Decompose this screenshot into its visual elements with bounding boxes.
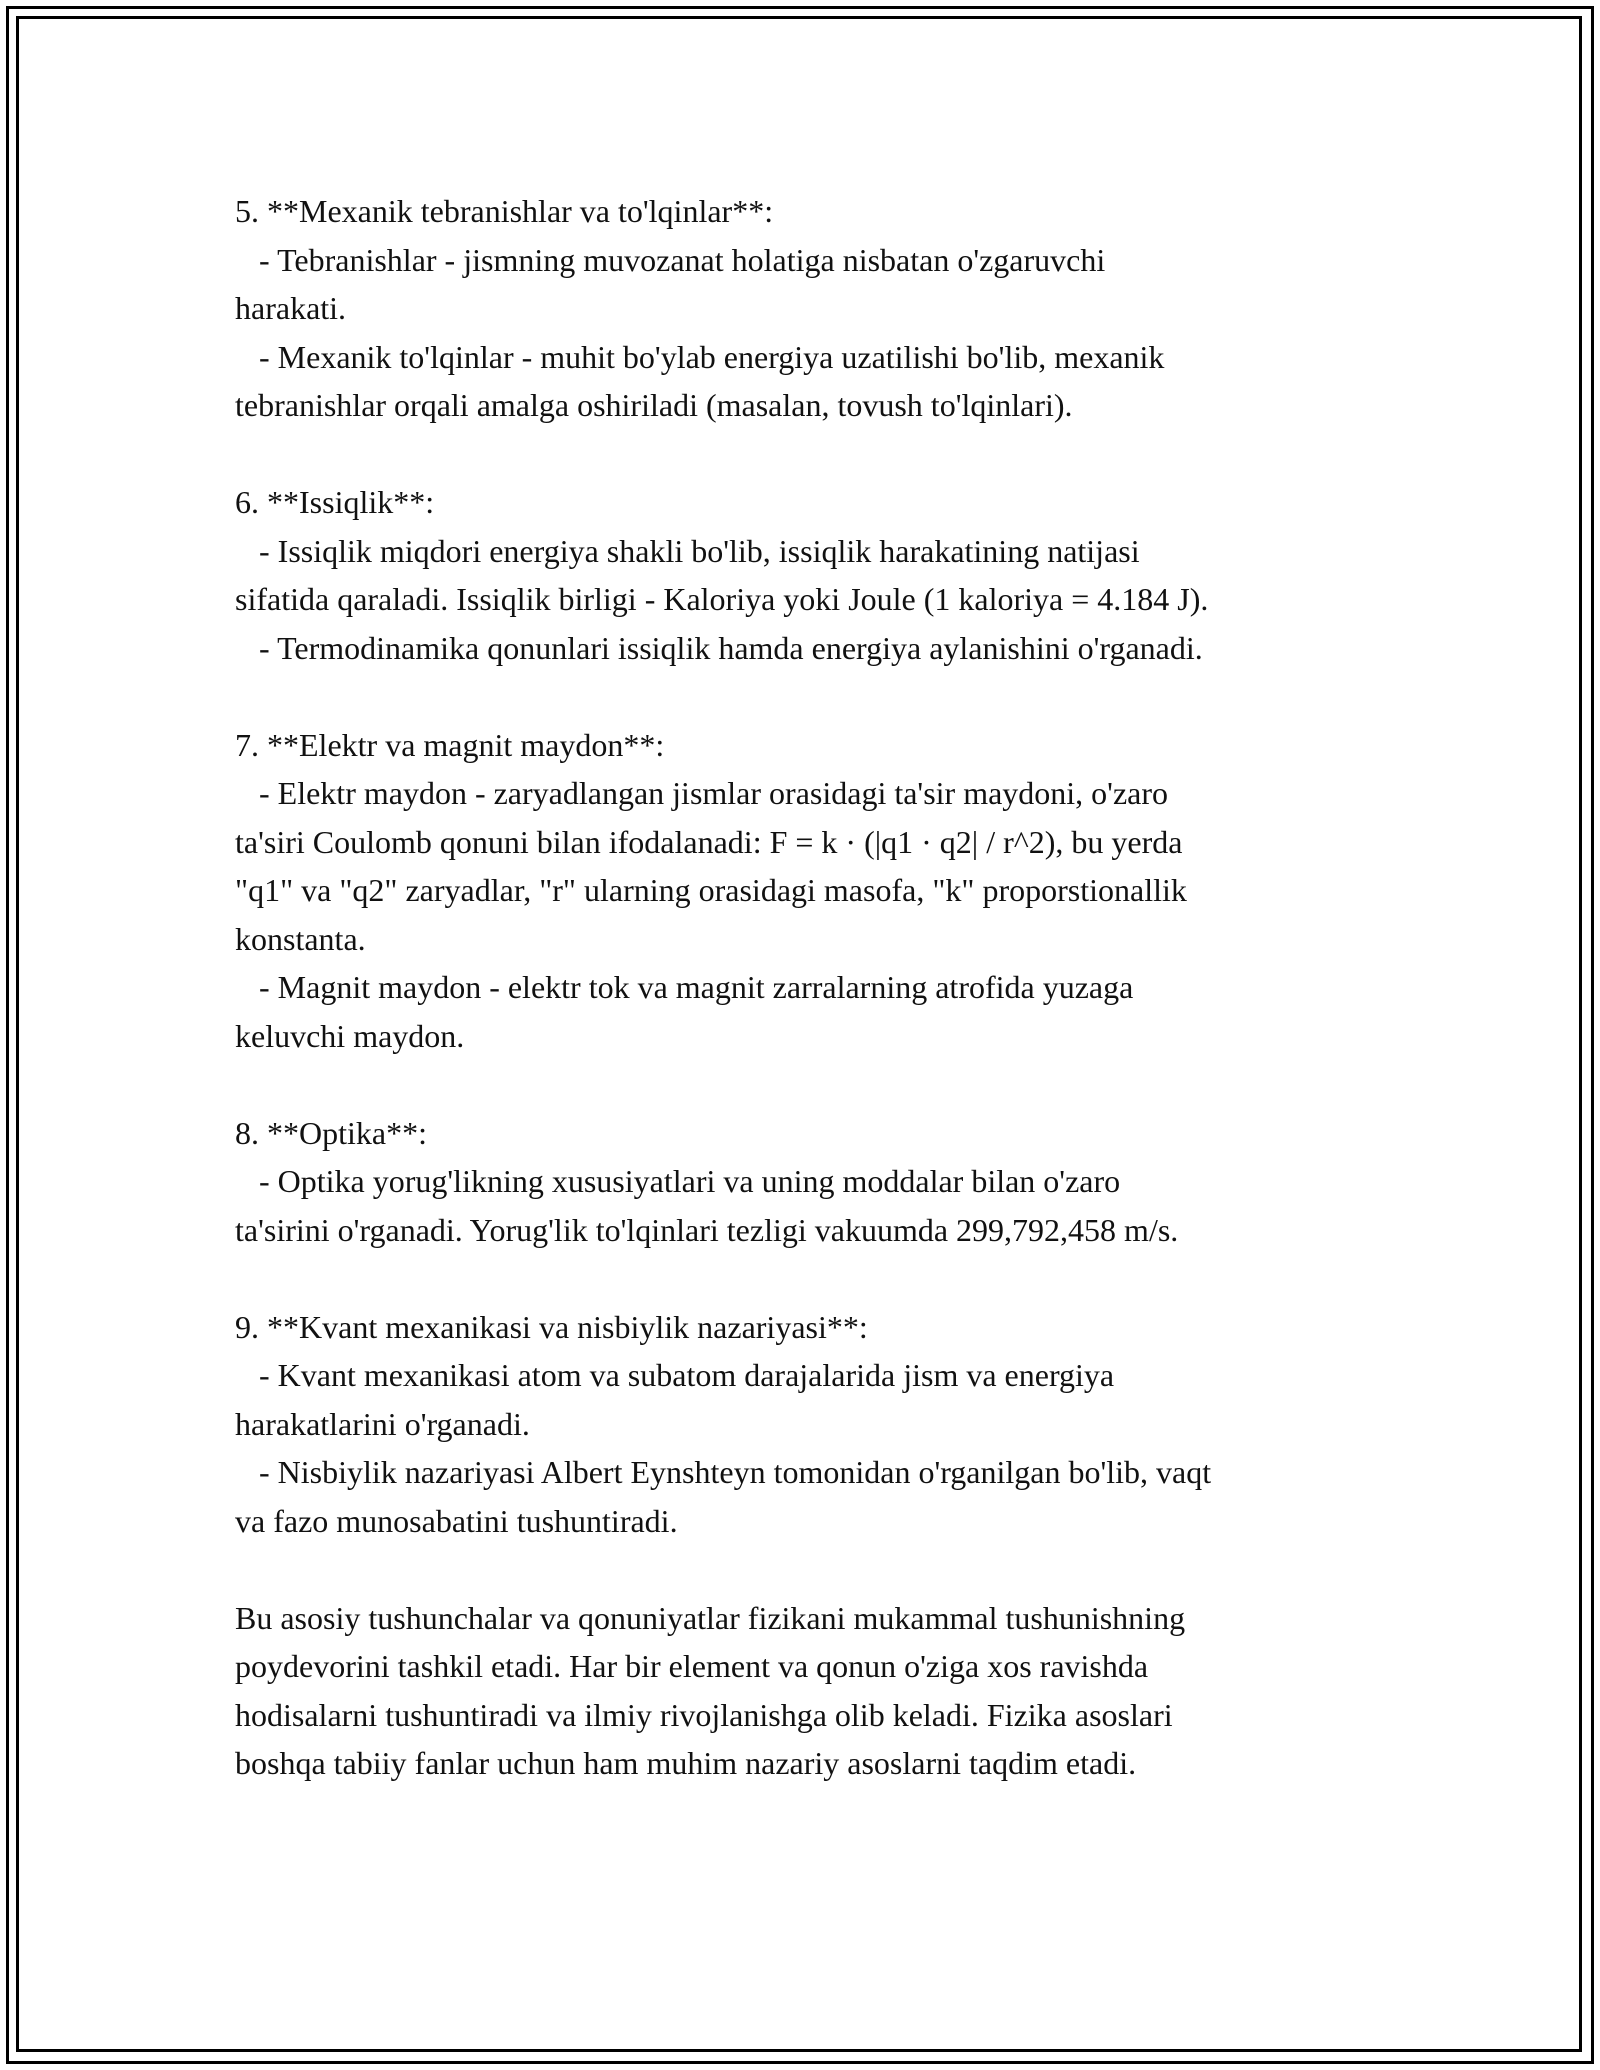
section-heat (235, 478, 1395, 672)
text-line: tebranishlar orqali amalga oshiriladi (masalan, tovush to'lqinlari). (235, 387, 1073, 423)
document-body (235, 187, 1395, 1836)
text-line: keluvchi maydon. (235, 1017, 465, 1054)
text-line: - Elektr maydon - zaryadlangan jismlar orasidagi ta'sir maydoni, o'zaro (235, 775, 1168, 811)
section-optics (235, 1109, 1395, 1255)
text-line: hodisalarni tushuntiradi va ilmiy rivojlanishga olib keladi. Fizika asoslari (235, 1696, 1173, 1733)
section-heading: 7. **Elektr va magnit maydon**: (235, 726, 665, 763)
conclusion-paragraph (235, 1594, 1395, 1788)
text-line: - Issiqlik miqdori energiya shakli bo'lib, issiqlik harakatining natijasi (235, 532, 1140, 569)
section-mechanical-waves (235, 187, 1395, 430)
text-line: Bu asosiy tushunchalar va qonuniyatlar fizikani mukammal tushunishning (235, 1599, 1186, 1636)
text-line: - Nisbiylik nazariyasi Albert Eynshteyn tomonidan o'rganilgan bo'lib, vaqt (235, 1454, 1212, 1490)
text-line: konstanta. (235, 920, 366, 957)
text-line: boshqa tabiiy fanlar uchun ham muhim nazariy asoslarni taqdim etadi. (235, 1745, 1137, 1781)
section-electric-magnetic-field (235, 721, 1395, 1061)
text-line: - Tebranishlar - jismning muvozanat holatiga nisbatan o'zgaruvchi (235, 241, 1106, 278)
text-line: harakati. (235, 290, 347, 326)
text-line: ta'siri Coulomb qonuni bilan ifodalanadi: F = k · (|q1 · q2| / r^2), bu yerda (235, 823, 1183, 860)
text-line: - Magnit maydon - elektr tok va magnit zarralarning atrofida yuzaga (235, 969, 1134, 1005)
section-heading: 5. **Mexanik tebranishlar va to'lqinlar**: (235, 193, 774, 229)
text-line: va fazo munosabatini tushuntiradi. (235, 1502, 678, 1539)
text-line: - Kvant mexanikasi atom va subatom darajalarida jism va energiya (235, 1357, 1115, 1393)
text-line: "q1" va "q2" zaryadlar, "r" ularning orasidagi masofa, "k" proporstionallik (235, 872, 1187, 908)
section-heading: 9. **Kvant mexanikasi va nisbiylik nazariyasi**: (235, 1308, 868, 1345)
text-line: harakatlarini o'rganadi. (235, 1405, 530, 1442)
text-line: - Optika yorug'likning xususiyatlari va uning moddalar bilan o'zaro (235, 1163, 1121, 1199)
text-line: ta'sirini o'rganadi. Yorug'lik to'lqinlari tezligi vakuumda 299,792,458 m/s. (235, 1211, 1179, 1248)
section-quantum-relativity (235, 1303, 1395, 1546)
text-line: - Mexanik to'lqinlar - muhit bo'ylab energiya uzatilishi bo'lib, mexanik (235, 338, 1165, 375)
text-line: - Termodinamika qonunlari issiqlik hamda energiya aylanishini o'rganadi. (235, 629, 1203, 666)
text-line: sifatida qaraladi. Issiqlik birligi - Kaloriya yoki Joule (1 kaloriya = 4.184 J). (235, 581, 1209, 617)
section-heading: 6. **Issiqlik**: (235, 484, 435, 520)
text-line: poydevorini tashkil etadi. Har bir element va qonun o'ziga xos ravishda (235, 1648, 1149, 1684)
section-heading: 8. **Optika**: (235, 1114, 427, 1151)
